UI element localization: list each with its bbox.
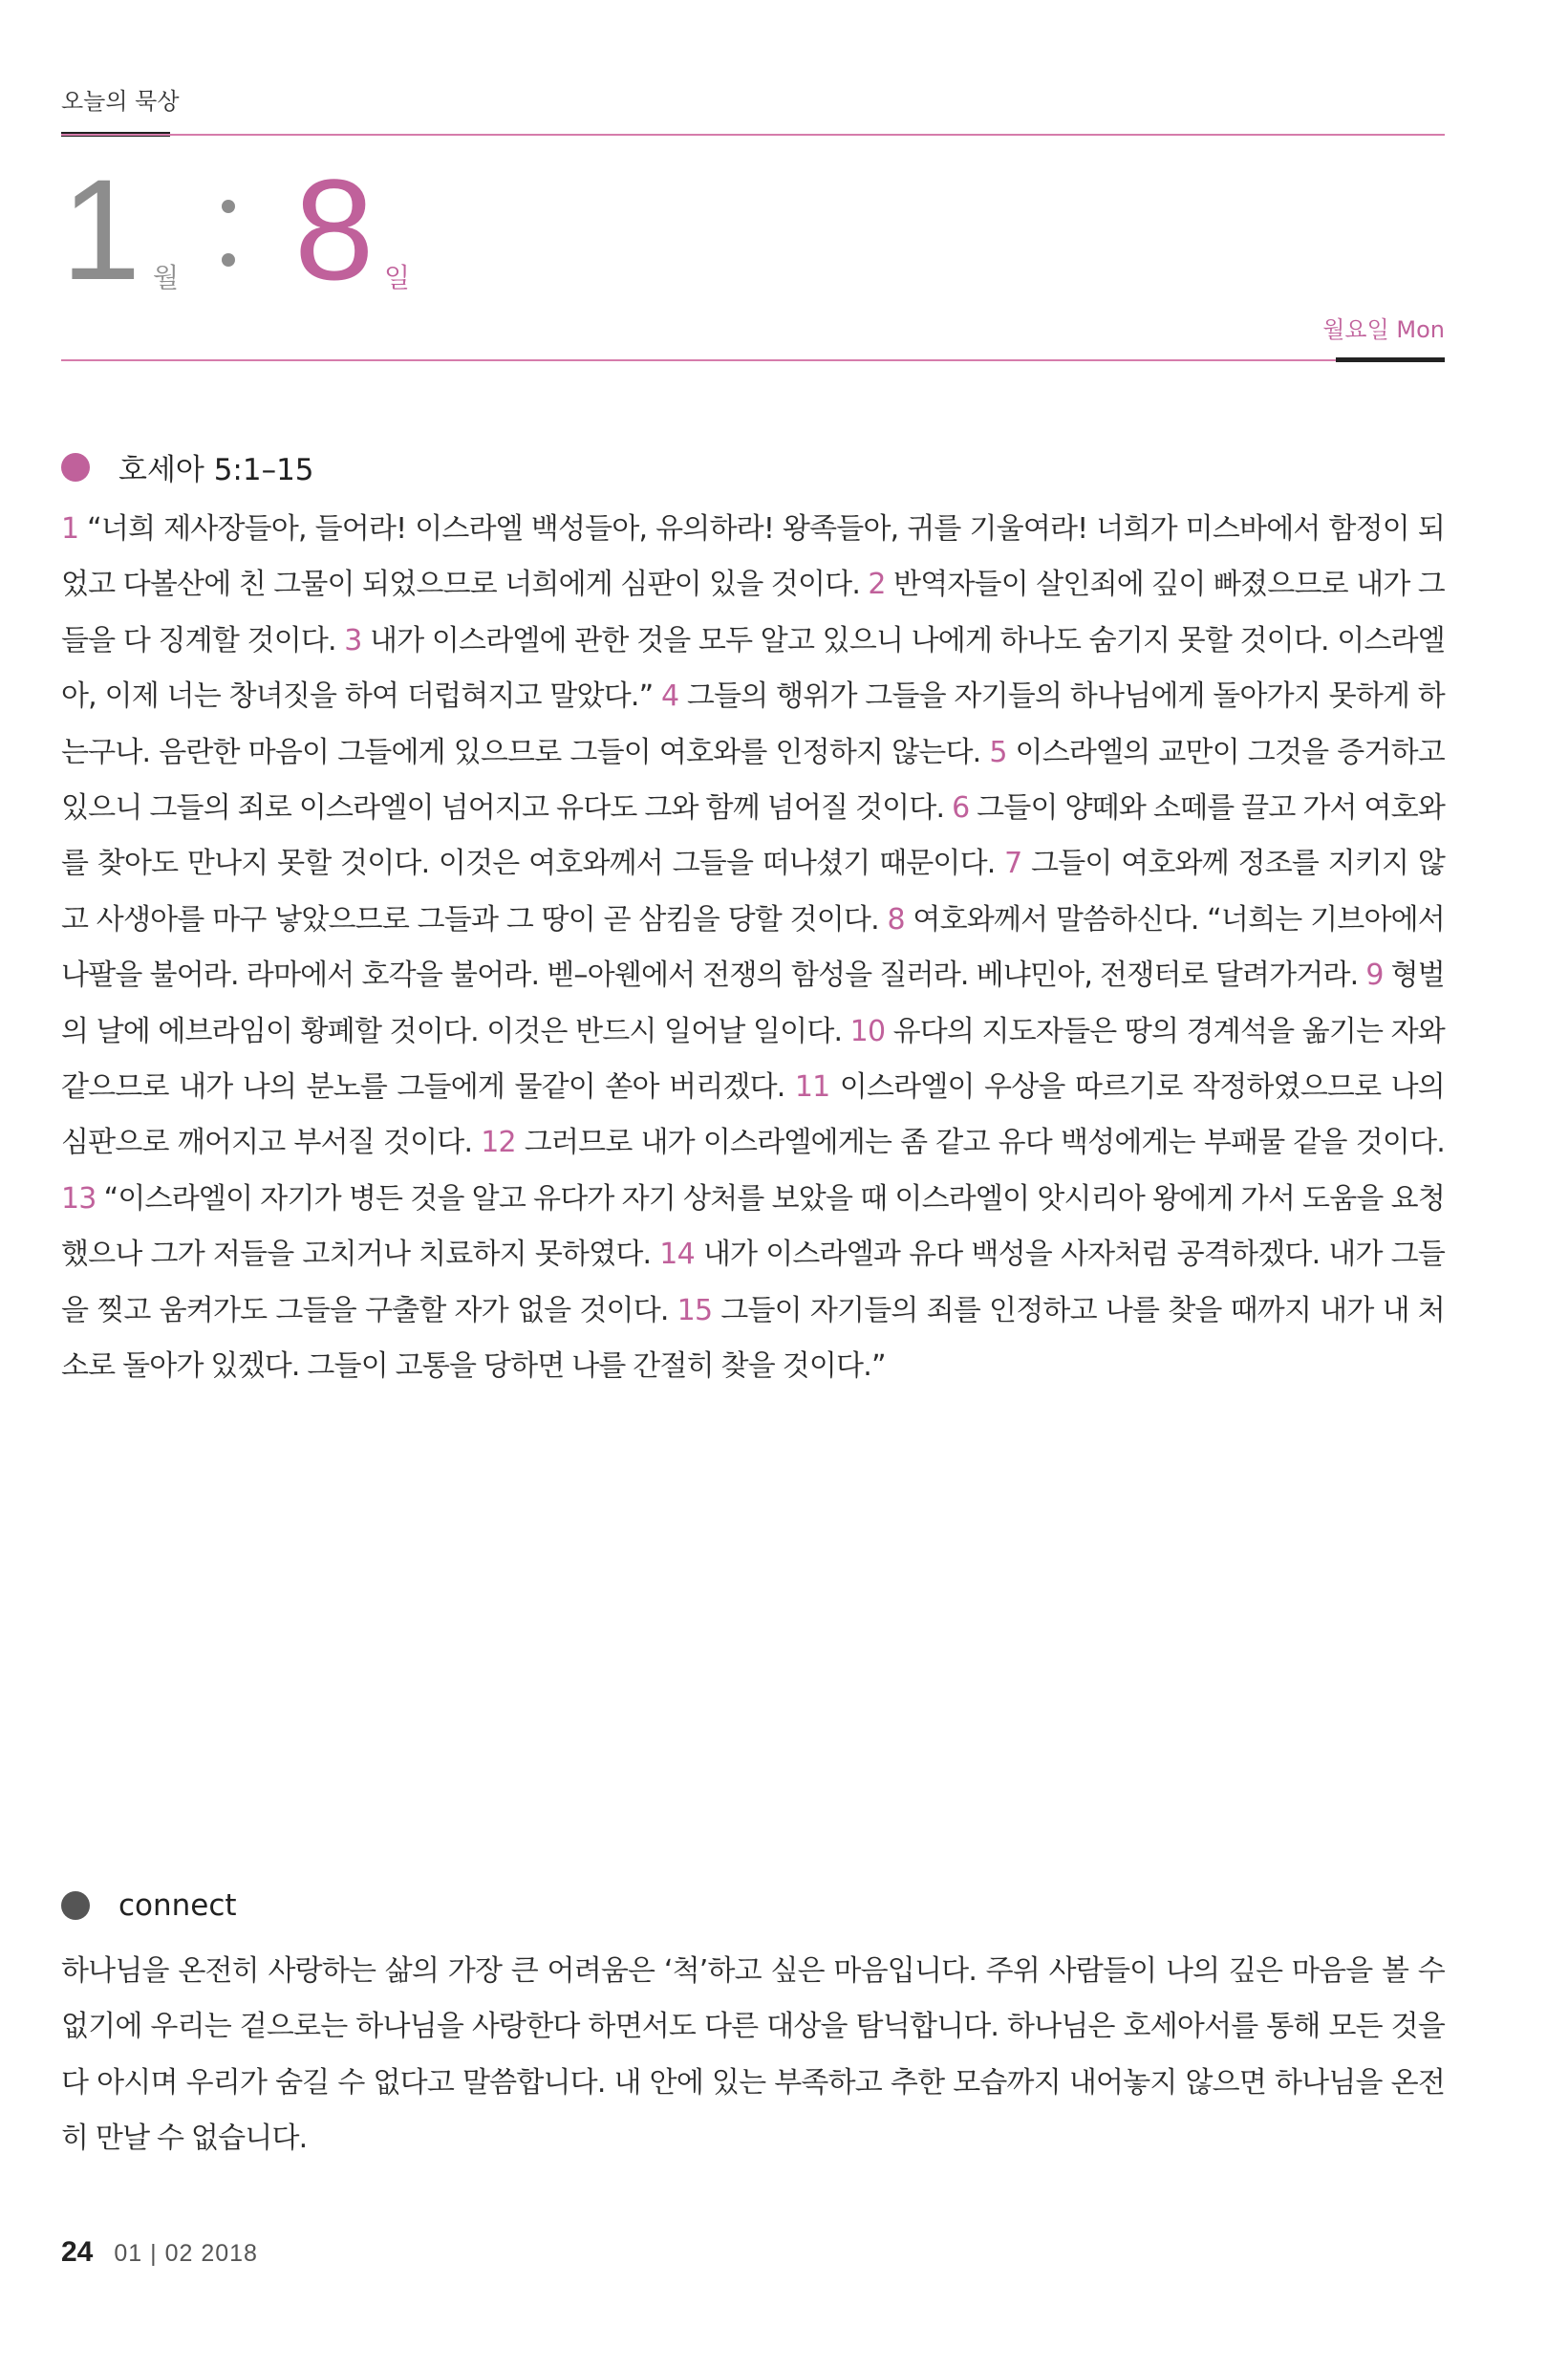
verse-number: 8: [887, 902, 905, 937]
verse-text: 형벌의 날에 에브라임이 황폐할 것이다. 이것은 반드시 일어날 일이다.: [61, 959, 1445, 1048]
verse-number: 4: [661, 679, 679, 714]
verse-number: 7: [1004, 847, 1022, 881]
verse-text: 그러므로 내가 이스라엘에게는 좀 같고 유다 백성에게는 부패물 같을 것이다.: [515, 1126, 1445, 1160]
scripture-passage: [61, 502, 1445, 1395]
connect-title: connect: [118, 1888, 237, 1923]
verse-text: 내가 이스라엘과 유다 백성을 사자처럼 공격하겠다. 내가 그들을 찢고 움켜가도 그들을 구출할 자가 없을 것이다.: [61, 1238, 1446, 1327]
verse-text: 그들이 양떼와 소떼를 끌고 가서 여호와를 찾아도 만나지 못할 것이다. 이것은 여호와께서 그들을 떠나셨기 때문이다.: [61, 791, 1446, 881]
verse-number: 1: [61, 512, 79, 546]
date-divider: [61, 359, 1445, 361]
page-footer: [61, 2236, 258, 2269]
weekday-label: 월요일 Mon: [1322, 316, 1445, 343]
verse-number: 13: [61, 1181, 97, 1216]
verse-text: 이스라엘이 우상을 따르기로 작정하였으므로 나의 심판으로 깨어지고 부서질 것이다.: [61, 1070, 1445, 1160]
issue-date: 01 | 02 2018: [114, 2240, 258, 2267]
connect-text: 하나님을 온전히 사랑하는 삶의 가장 큰 어려움은 ‘척’하고 싶은 마음입니다. 주위 사람들이 나의 깊은 마음을 볼 수 없기에 우리는 겉으로는 하나님을 사랑한다 하면서도 다른 대상을 탐닉합니다. 하나님은 호세아서를 통해 모든 것을 다 아시며 우리가 숨길 수 없다고 말씀합니다. 내 안에 있는 부족하고 추한 모습까지 내어놓지 않으면 하나님을 온전히 만날 수 없습니다.: [61, 1954, 1445, 2156]
verse-text: 내가 이스라엘에 관한 것을 모두 알고 있으니 나에게 하나도 숨기지 못할 것이다. 이스라엘아, 이제 너는 창녀짓을 하여 더럽혀지고 말았다.”: [61, 623, 1445, 714]
verse-number: 6: [952, 791, 970, 826]
section-label: 오늘의 묵상: [61, 88, 180, 115]
verse-text: 반역자들이 살인죄에 깊이 빠졌으므로 내가 그들을 다 징계할 것이다.: [61, 568, 1445, 657]
verse-number: 14: [659, 1238, 695, 1272]
verse-text: 그들이 자기들의 죄를 인정하고 나를 찾을 때까지 내가 내 처소로 돌아가 있겠다. 그들이 고통을 당하면 나를 간절히 찾을 것이다.”: [61, 1293, 1445, 1384]
scripture-reference: 호세아 5:1–15: [118, 453, 314, 487]
gray-bullet-icon: [61, 1891, 90, 1920]
date-colon: [222, 200, 235, 267]
verse-text: 그들이 여호와께 정조를 지키지 않고 사생아를 마구 낳았으므로 그들과 그 땅이 곧 삼킴을 당할 것이다.: [61, 847, 1445, 937]
verse-number: 15: [677, 1293, 713, 1327]
verse-number: 2: [868, 568, 886, 602]
verse-text: 여호와께서 말씀하신다. “너희는 기브아에서 나팔을 불어라. 라마에서 호각을 불어라. 벧–아웬에서 전쟁의 함성을 질러라. 베냐민아, 전쟁터로 달려가거라.: [61, 902, 1445, 993]
day-number: 8: [294, 149, 375, 310]
verse-text: 유다의 지도자들은 땅의 경계석을 옮기는 자와 같으므로 내가 나의 분노를 그들에게 물같이 쏟아 버리겠다.: [61, 1014, 1445, 1105]
pink-bullet-icon: [61, 453, 90, 482]
header-divider: [61, 134, 1445, 136]
verse-number: 9: [1365, 959, 1384, 993]
verse-number: 3: [344, 623, 362, 657]
day-unit: 일: [384, 262, 411, 293]
scripture-heading: [61, 445, 314, 488]
verse-text: “이스라엘이 자기가 병든 것을 알고 유다가 자기 상처를 보았을 때 이스라엘이 앗시리아 왕에게 가서 도움을 요청했으나 그가 저들을 고치거나 치료하지 못하였다.: [61, 1181, 1445, 1272]
verse-number: 12: [481, 1126, 516, 1160]
verse-text: “너희 제사장들아, 들어라! 이스라엘 백성들아, 유의하라! 왕족들아, 귀를 기울여라! 너희가 미스바에서 함정이 되었고 다볼산에 친 그물이 되었으므로 너희에게 심판이 있을 것이다.: [61, 512, 1445, 602]
verse-number: 5: [989, 735, 1007, 769]
verse-text: 그들의 행위가 그들을 자기들의 하나님에게 돌아가지 못하게 하는구나. 음란한 마음이 그들에게 있으므로 그들이 여호와를 인정하지 않는다.: [61, 679, 1445, 769]
verse-text: 이스라엘의 교만이 그것을 증거하고 있으니 그들의 죄로 이스라엘이 넘어지고 유다도 그와 함께 넘어질 것이다.: [61, 735, 1445, 826]
month-number: 1: [61, 149, 141, 310]
month-unit: 월: [153, 262, 180, 293]
page-number: 24: [61, 2236, 94, 2268]
weekday-underline: [1336, 357, 1445, 362]
verse-number: 10: [849, 1014, 886, 1048]
verse-number: 11: [794, 1070, 830, 1105]
connect-heading: [61, 1888, 237, 1923]
